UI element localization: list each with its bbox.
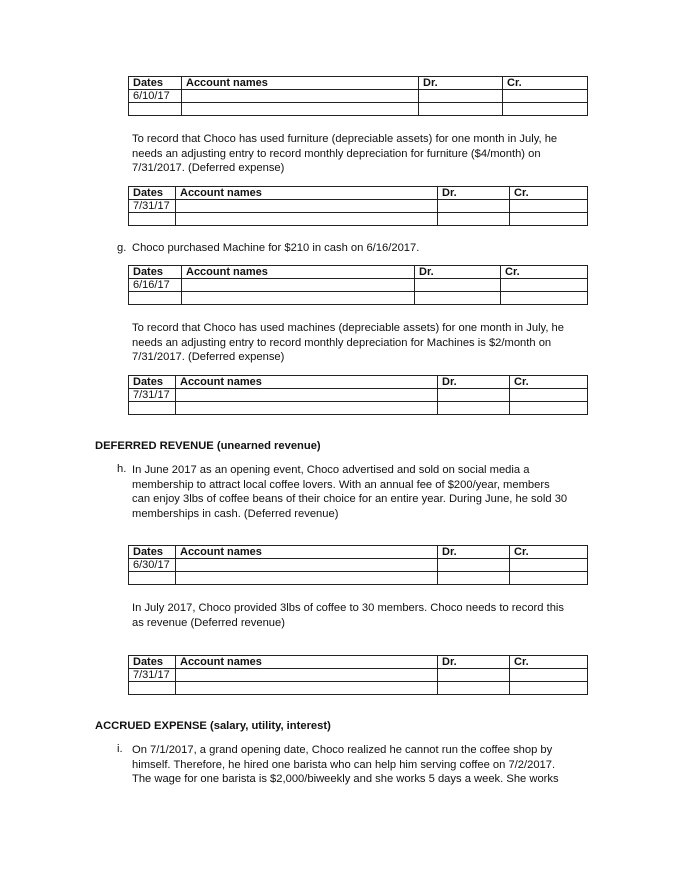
table-header-row: [129, 546, 588, 559]
table-row: [129, 402, 588, 415]
credit-header: Cr.: [510, 376, 588, 389]
journal-table-5: [128, 545, 588, 585]
paragraph-line: The wage for one barista is $2,000/biweekly and she works 5 days a week. She works: [132, 773, 559, 786]
dates-header: Dates: [129, 266, 182, 279]
table-row: [129, 213, 588, 226]
table-row: [129, 669, 588, 682]
account-names-header: Account names: [182, 266, 415, 279]
paragraph-line: himself. Therefore, he hired one barista who can help him serving coffee on 7/2/2017.: [132, 758, 556, 771]
date-cell[interactable]: [129, 103, 182, 116]
debit-cell[interactable]: [438, 559, 510, 572]
table-row: [129, 559, 588, 572]
dates-header: Dates: [129, 546, 176, 559]
paragraph-line: memberships in cash. (Deferred revenue): [132, 507, 339, 520]
july-paragraph: [132, 601, 564, 630]
table-row: [129, 682, 588, 695]
table-row: [129, 90, 588, 103]
table-header-row: [129, 77, 588, 90]
debit-header: Dr.: [419, 77, 503, 90]
debit-cell[interactable]: [415, 279, 501, 292]
journal-table-6: [128, 655, 588, 695]
account-names-header: Account names: [176, 187, 438, 200]
credit-cell[interactable]: [510, 572, 588, 585]
journal-table-3: [128, 265, 588, 305]
paragraph-line: as revenue (Deferred revenue): [132, 616, 285, 629]
journal-table-2: [128, 186, 588, 226]
credit-cell[interactable]: [503, 103, 588, 116]
account-names-header: Account names: [176, 656, 438, 669]
date-cell: 6/10/17: [129, 90, 182, 103]
account-cell[interactable]: [176, 669, 438, 682]
credit-header: Cr.: [510, 187, 588, 200]
account-cell[interactable]: [176, 389, 438, 402]
account-names-header: Account names: [182, 77, 419, 90]
date-cell: 7/31/17: [129, 669, 176, 682]
paragraph-line: On 7/1/2017, a grand opening date, Choco realized he cannot run the coffee shop by: [132, 744, 553, 756]
paragraph-line: In July 2017, Choco provided 3lbs of coffee to 30 members. Choco needs to record this: [132, 602, 565, 614]
paragraph-line: In June 2017 as an opening event, Choco advertised and sold on social media a: [132, 464, 530, 476]
debit-cell[interactable]: [438, 572, 510, 585]
credit-cell[interactable]: [510, 389, 588, 402]
account-cell[interactable]: [176, 402, 438, 415]
table-row: [129, 572, 588, 585]
date-cell[interactable]: [129, 213, 176, 226]
credit-cell[interactable]: [503, 90, 588, 103]
credit-cell[interactable]: [510, 200, 588, 213]
debit-cell[interactable]: [415, 292, 501, 305]
account-cell[interactable]: [176, 682, 438, 695]
dates-header: Dates: [129, 77, 182, 90]
credit-cell[interactable]: [510, 213, 588, 226]
item-h-label: h.: [117, 463, 127, 475]
account-cell[interactable]: [182, 292, 415, 305]
date-cell: 7/31/17: [129, 389, 176, 402]
table-row: [129, 389, 588, 402]
item-i-label: i.: [117, 743, 123, 755]
account-cell[interactable]: [176, 572, 438, 585]
debit-cell[interactable]: [438, 682, 510, 695]
table-row: [129, 292, 588, 305]
debit-cell[interactable]: [419, 90, 503, 103]
machines-paragraph: [132, 321, 564, 365]
journal-table-4: [128, 375, 588, 415]
table-header-row: [129, 266, 588, 279]
paragraph-line: membership to attract local coffee lovers. With an annual fee of $200/year, members: [132, 478, 550, 491]
debit-cell[interactable]: [419, 103, 503, 116]
debit-cell[interactable]: [438, 200, 510, 213]
table-row: [129, 103, 588, 116]
credit-header: Cr.: [501, 266, 588, 279]
accrued-expense-heading: ACCRUED EXPENSE (salary, utility, interest): [95, 720, 331, 732]
dates-header: Dates: [129, 656, 176, 669]
debit-cell[interactable]: [438, 213, 510, 226]
debit-header: Dr.: [415, 266, 501, 279]
item-h-paragraph: [132, 463, 567, 521]
date-cell: 6/30/17: [129, 559, 176, 572]
account-cell[interactable]: [176, 213, 438, 226]
credit-header: Cr.: [510, 546, 588, 559]
debit-cell[interactable]: [438, 389, 510, 402]
credit-cell[interactable]: [510, 669, 588, 682]
account-names-header: Account names: [176, 376, 438, 389]
credit-header: Cr.: [503, 77, 588, 90]
paragraph-line: To record that Choco has used furniture (depreciable assets) for one month in July, he: [132, 133, 558, 145]
dates-header: Dates: [129, 187, 176, 200]
debit-cell[interactable]: [438, 669, 510, 682]
account-cell[interactable]: [182, 103, 419, 116]
credit-header: Cr.: [510, 656, 588, 669]
credit-cell[interactable]: [510, 402, 588, 415]
paragraph-line: 7/31/2017. (Deferred expense): [132, 162, 285, 175]
deferred-revenue-heading: DEFERRED REVENUE (unearned revenue): [95, 440, 321, 452]
item-g-label: g.: [117, 242, 127, 254]
date-cell[interactable]: [129, 292, 182, 305]
debit-header: Dr.: [438, 187, 510, 200]
debit-header: Dr.: [438, 546, 510, 559]
table-header-row: [129, 187, 588, 200]
date-cell[interactable]: [129, 572, 176, 585]
date-cell: 6/16/17: [129, 279, 182, 292]
credit-cell[interactable]: [510, 559, 588, 572]
account-cell[interactable]: [182, 90, 419, 103]
account-cell[interactable]: [182, 279, 415, 292]
account-cell[interactable]: [176, 200, 438, 213]
debit-header: Dr.: [438, 376, 510, 389]
credit-cell[interactable]: [501, 292, 588, 305]
paragraph-line: can enjoy 3lbs of coffee beans of their choice for an entire year. During June, he sold 30: [132, 493, 568, 506]
paragraph-line: 7/31/2017. (Deferred expense): [132, 351, 285, 364]
table-header-row: [129, 376, 588, 389]
paragraph-line: needs an adjusting entry to record monthly depreciation for furniture ($4/month) on: [132, 147, 541, 160]
table-row: [129, 200, 588, 213]
item-g-text: Choco purchased Machine for $210 in cash on 6/16/2017.: [132, 242, 420, 254]
debit-header: Dr.: [438, 656, 510, 669]
table-row: [129, 279, 588, 292]
debit-cell[interactable]: [438, 402, 510, 415]
credit-cell[interactable]: [510, 682, 588, 695]
journal-table-1: [128, 76, 588, 116]
date-cell: 7/31/17: [129, 200, 176, 213]
paragraph-line: To record that Choco has used machines (depreciable assets) for one month in July, he: [132, 322, 564, 334]
paragraph-line: needs an adjusting entry to record monthly depreciation for Machines is $2/month on: [132, 336, 552, 349]
date-cell[interactable]: [129, 402, 176, 415]
account-cell[interactable]: [176, 559, 438, 572]
account-names-header: Account names: [176, 546, 438, 559]
furniture-paragraph: [132, 132, 557, 176]
item-i-paragraph: [132, 743, 559, 787]
table-header-row: [129, 656, 588, 669]
dates-header: Dates: [129, 376, 176, 389]
credit-cell[interactable]: [501, 279, 588, 292]
date-cell[interactable]: [129, 682, 176, 695]
